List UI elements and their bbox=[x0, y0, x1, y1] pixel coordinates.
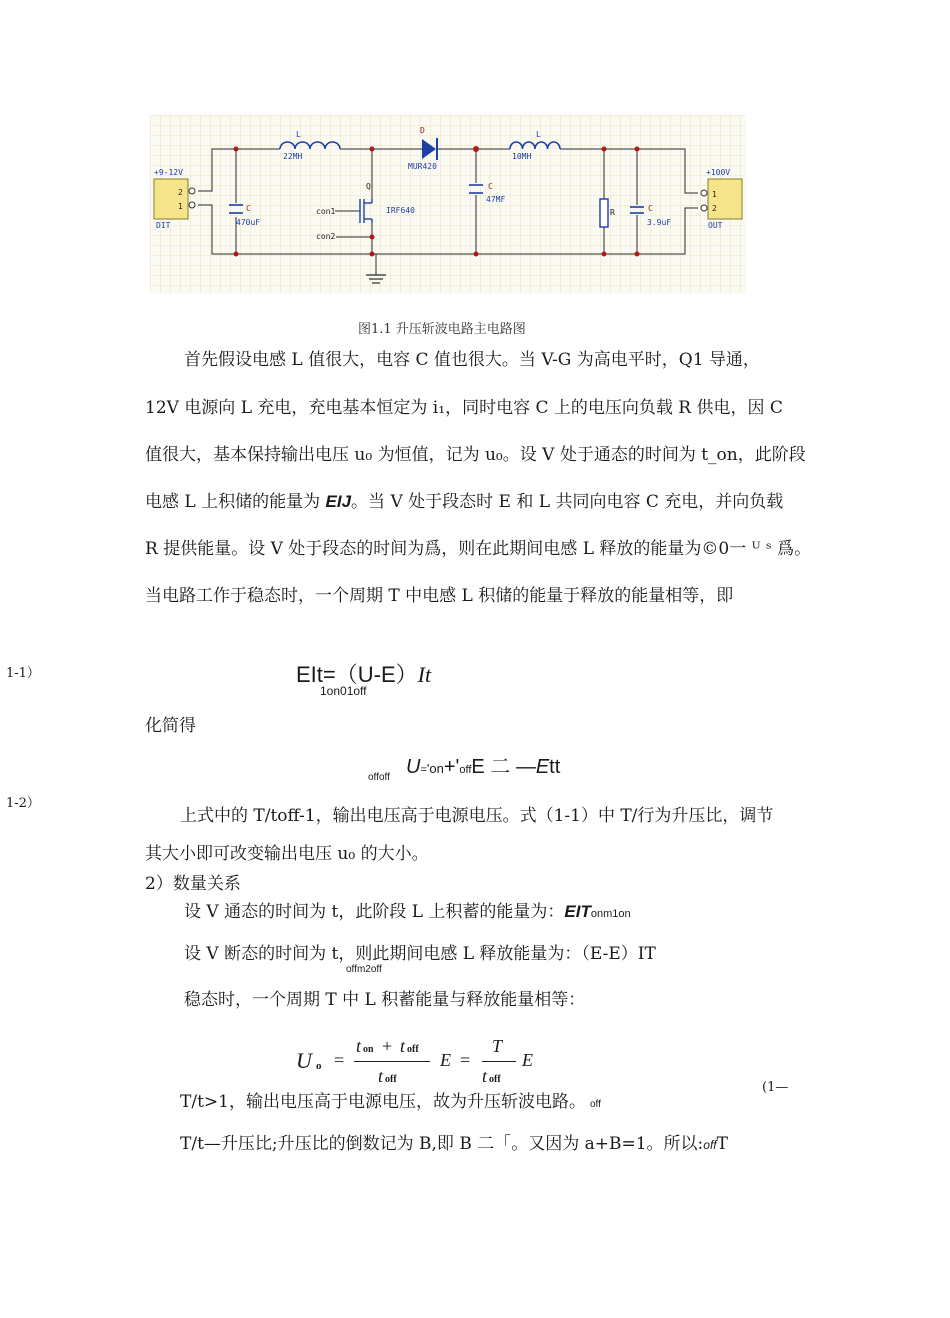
c3-name: C bbox=[648, 204, 653, 213]
formula-den-t: t bbox=[378, 1066, 384, 1086]
eq2-mid: E 二 — bbox=[471, 756, 536, 778]
c3-value: 3.9uF bbox=[647, 218, 672, 227]
eq2-tt: tt bbox=[549, 756, 561, 778]
input-connector-name: DIT bbox=[156, 221, 171, 230]
figure-caption: 图1.1 升压斩波电路主电路图 bbox=[358, 322, 526, 337]
output-voltage-label: +100V bbox=[706, 168, 731, 177]
paragraph-4 bbox=[145, 492, 783, 512]
formula-den-off: off bbox=[385, 1074, 397, 1085]
formula-e2: E bbox=[522, 1050, 533, 1070]
equation-1-label: 1-1） bbox=[6, 666, 40, 681]
section-2-heading: 2）数量关系 bbox=[145, 874, 241, 894]
paragraph-2: 12V 电源向 L 充电，充电基本恒定为 i₁，同时电容 C 上的电压向负载 R 供电，因 C bbox=[145, 398, 783, 418]
formula-num-on: on bbox=[363, 1044, 374, 1055]
resistor-name: R bbox=[610, 208, 615, 217]
input-voltage-label: +9-12V bbox=[154, 168, 183, 177]
l2-value: 10MH bbox=[512, 152, 532, 161]
paragraph-12-sub: off bbox=[589, 1099, 601, 1110]
eq2-eq: = bbox=[420, 764, 427, 776]
con1-label: con1 bbox=[316, 207, 336, 216]
paragraph-1: 首先假设电感 L 值很大，电容 C 值也很大。当 V-G 为高电平时，Q1 导通， bbox=[184, 350, 760, 370]
paragraph-13-t: T bbox=[716, 1134, 728, 1154]
l1-name: L bbox=[296, 130, 301, 139]
paragraph-3: 值很大，基本保持输出电压 u₀ 为恒值，记为 u₀。设 V 处于通态的时间为 t_on，此阶段 bbox=[145, 445, 806, 465]
eq2-on: 'on bbox=[426, 761, 444, 776]
paragraph-8: 其大小即可改变输出电压 u₀ 的大小。 bbox=[145, 844, 429, 864]
formula-eq-2: = bbox=[460, 1050, 471, 1070]
formula-eq-1: = bbox=[334, 1050, 345, 1070]
l2-name: L bbox=[536, 130, 541, 139]
paragraph-9 bbox=[184, 902, 631, 924]
paragraph-10: 设 V 断态的时间为 t，则此期间电感 L 释放能量为：（E-E）IT bbox=[184, 944, 656, 964]
paragraph-7: 上式中的 T/toff-1，输出电压高于电源电压。式（1-1）中 T/行为升压比，调节 bbox=[180, 806, 774, 826]
energy-symbol: EIJ bbox=[325, 492, 352, 511]
out-pin-1: 1 bbox=[712, 190, 717, 199]
in-pin-1: 1 bbox=[178, 202, 183, 211]
formula-den2-off: off bbox=[489, 1074, 501, 1085]
con2-label: con2 bbox=[316, 232, 336, 241]
equation-1-it: It bbox=[417, 662, 432, 687]
eq2-e: E bbox=[535, 756, 550, 778]
c2-value: 47MF bbox=[486, 195, 506, 204]
equation-1-subscripts: 1on01off bbox=[320, 684, 367, 698]
c2-name: C bbox=[488, 182, 493, 191]
formula-num-off: off bbox=[407, 1044, 419, 1055]
paragraph-13-text: T/t—升压比;升压比的倒数记为 B,即 B 二「。又因为 a+B=1。所以: bbox=[180, 1134, 704, 1154]
in-pin-2: 2 bbox=[178, 188, 183, 197]
formula-num-t1: t bbox=[356, 1036, 362, 1056]
paragraph-9-a: 设 V 通态的时间为 t，此阶段 L 上积蓄的能量为： bbox=[184, 902, 565, 922]
paragraph-13 bbox=[180, 1134, 728, 1155]
paragraph-10-sub: offm2off bbox=[346, 964, 382, 975]
formula-u: U bbox=[296, 1048, 312, 1073]
l1-value: 22MH bbox=[283, 152, 303, 161]
paragraph-13-off: off bbox=[703, 1138, 717, 1152]
eq2-off: off bbox=[459, 764, 472, 776]
paragraph-12-text: T/t>1，输出电压高于电源电压，故为升压斩波电路。 bbox=[180, 1092, 586, 1112]
formula-label: (1— bbox=[762, 1080, 789, 1095]
output-voltage-formula bbox=[296, 1036, 556, 1092]
formula-fraction-bar-2 bbox=[482, 1061, 516, 1062]
formula-t: T bbox=[492, 1036, 503, 1056]
formula-u-sub: o bbox=[316, 1060, 322, 1072]
paragraph-12 bbox=[180, 1092, 601, 1115]
formula-fraction-bar-1 bbox=[354, 1061, 430, 1062]
paragraph-9-eit: EIT bbox=[564, 902, 591, 921]
paragraph-11: 稳态时，一个周期 T 中 L 积蓄能量与释放能量相等： bbox=[184, 990, 586, 1010]
eq2-plus: +' bbox=[443, 756, 460, 778]
formula-plus: + bbox=[382, 1036, 393, 1056]
boost-circuit-diagram bbox=[150, 115, 746, 293]
equation-2 bbox=[406, 750, 560, 779]
equation-2-label: 1-2） bbox=[6, 796, 40, 811]
c1-name: C bbox=[246, 204, 251, 213]
eq2-u: U bbox=[406, 756, 421, 778]
diode-value: MUR420 bbox=[408, 162, 437, 171]
paragraph-6: 当电路工作于稳态时，一个周期 T 中电感 L 积储的能量于释放的能量相等，即 bbox=[145, 586, 734, 606]
simplify-label: 化简得 bbox=[145, 716, 196, 736]
formula-den2-t: t bbox=[482, 1066, 488, 1086]
paragraph-4-c: 。当 V 处于段态时 E 和 L 共同向电容 C 充电，并向负载 bbox=[351, 492, 784, 512]
formula-e1: E bbox=[440, 1050, 451, 1070]
equation-2-subscripts: offoff bbox=[368, 772, 390, 783]
equation-1-main: EIt=（U-E） bbox=[296, 662, 418, 687]
mosfet-value: IRF640 bbox=[386, 206, 415, 215]
paragraph-4-a: 电感 L 上积储的能量为 bbox=[145, 492, 326, 512]
mosfet-name: Q bbox=[366, 182, 371, 191]
output-connector-name: OUT bbox=[708, 221, 723, 230]
paragraph-9-sub: onm1on bbox=[590, 908, 631, 920]
out-pin-2: 2 bbox=[712, 204, 717, 213]
c1-value: 470uF bbox=[236, 218, 261, 227]
diode-name: D bbox=[420, 126, 425, 135]
formula-num-t2: t bbox=[400, 1036, 406, 1056]
paragraph-5: R 提供能量。设 V 处于段态的时间为爲，则在此期间电感 L 释放的能量为©0一 ᵁ ˢ 爲。 bbox=[145, 539, 812, 559]
